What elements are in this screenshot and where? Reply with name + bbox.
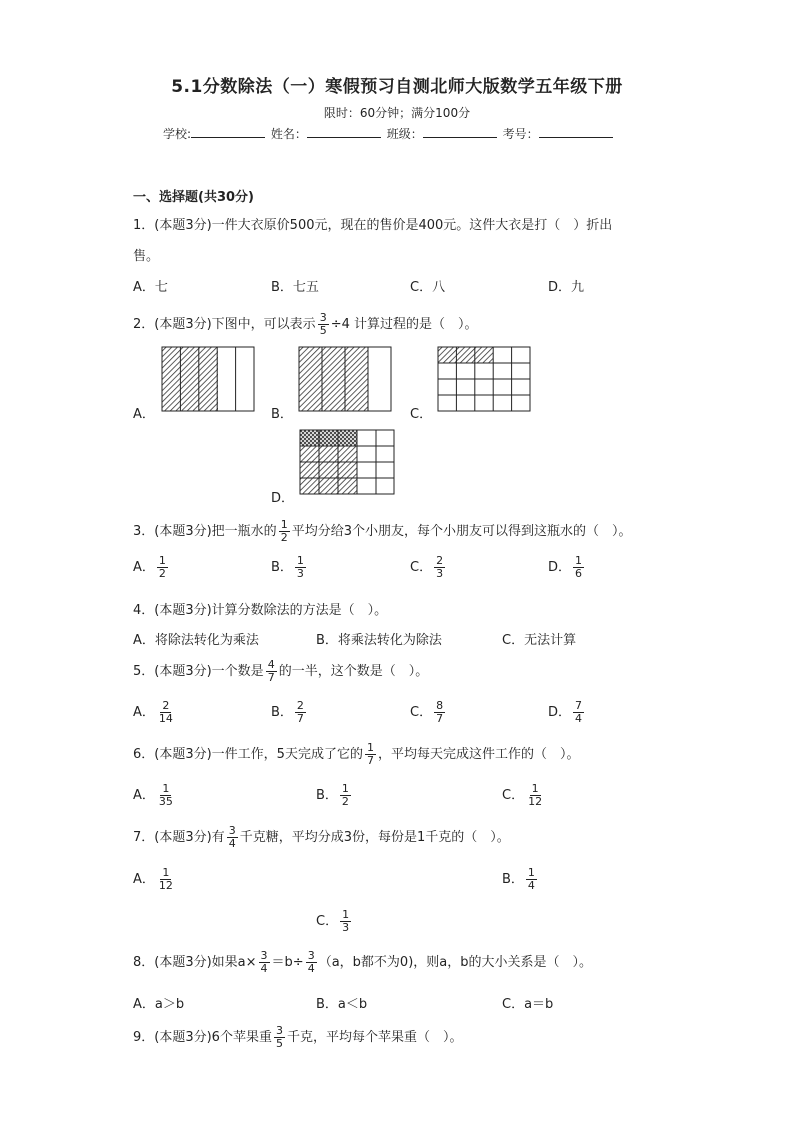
q2-option-b: B． [271, 407, 293, 422]
q1-option-c: C．八 [410, 280, 446, 295]
q7-option-b: B． $\frac{1}{4}$ [502, 866, 535, 892]
q6-option-c: C． $\frac{1}{12}$ [502, 782, 543, 808]
q2-text-post: ÷4 计算过程的是（ ）。 [330, 317, 478, 332]
name-blank [307, 126, 381, 138]
q5-option-d: D． $\frac{7}{4}$ [548, 699, 583, 725]
question-7: 7．(本题3分)有 $\frac{3}{4}$ 千克糖，平均分成3份，每份是1千克的（ ）。 [133, 824, 510, 850]
question-5: 5．(本题3分)一个数是 $\frac{4}{7}$ 的一半，这个数是（ ）。 [133, 658, 429, 684]
q6-option-a: A． $\frac{1}{35}$ [133, 782, 173, 808]
q4-option-c: C．无法计算 [502, 633, 577, 648]
q2-figure-b [298, 346, 392, 412]
q3-text-pre: 3．(本题3分)把一瓶水的 [133, 524, 277, 539]
q7-option-a: A． $\frac{1}{12}$ [133, 866, 173, 892]
q3-fraction [279, 519, 290, 544]
q2-text-pre: 2．(本题3分)下图中，可以表示 [133, 317, 316, 332]
exam-number-label: 考号： [502, 127, 539, 141]
q2-numerator: 3 [319, 311, 327, 324]
question-4: 4．(本题3分)计算分数除法的方法是（ ）。 [133, 603, 388, 618]
name-label: 姓名： [270, 127, 307, 141]
q2-option-d: D． [271, 491, 295, 506]
q3-text-post: 平均分给3个小朋友，每个小朋友可以得到这瓶水的（ ）。 [291, 524, 632, 539]
q7-option-c: C． $\frac{1}{3}$ [316, 908, 350, 934]
q5-option-c: C． $\frac{8}{7}$ [410, 699, 444, 725]
question-2 [133, 312, 477, 337]
q1-option-b: B．七五 [271, 280, 319, 295]
school-label: 学校: [163, 127, 192, 141]
question-3 [133, 519, 631, 544]
q2-figure-d [299, 429, 395, 495]
q2-figure-c [437, 346, 531, 412]
exam-subtitle: 限时：60分钟；满分100分 [323, 106, 471, 120]
q2-figure-a [161, 346, 255, 412]
q6-option-b: B． $\frac{1}{2}$ [316, 782, 349, 808]
q1-option-d: D．九 [548, 280, 585, 295]
student-info-line [163, 125, 615, 142]
q8-option-a: A．a＞b [133, 997, 185, 1012]
q5-option-b: B． $\frac{2}{7}$ [271, 699, 304, 725]
page-title: 5.1分数除法（一）寒假预习自测北师大版数学五年级下册 [171, 77, 623, 97]
q8-option-b: B．a＜b [316, 997, 368, 1012]
q5-option-a: A． $\frac{2}{14}$ [133, 699, 173, 725]
q2-fraction [318, 312, 329, 337]
q4-option-a: A．将除法转化为乘法 [133, 633, 259, 648]
q2-option-a: A． [133, 407, 155, 422]
class-label: 班级： [386, 127, 423, 141]
q3-denominator: 2 [280, 531, 288, 544]
section-heading: 一、选择题(共30分) [133, 190, 254, 205]
q3-option-d: D． $\frac{1}{6}$ [548, 554, 583, 580]
question-6: 6．(本题3分)一件工作，5天完成了它的 $\frac{1}{7}$ ，平均每天完成这件工作的（ ）。 [133, 741, 580, 767]
q2-denominator: 5 [319, 324, 327, 337]
q3-numerator: 1 [280, 518, 288, 531]
q8-option-c: C．a＝b [502, 997, 554, 1012]
school-blank [191, 126, 265, 138]
question-9: 9．(本题3分)6个苹果重 $\frac{3}{5}$ 千克，平均每个苹果重（ ）。 [133, 1024, 463, 1050]
q3-option-b: B． $\frac{1}{3}$ [271, 554, 304, 580]
q3-option-a: A． $\frac{1}{2}$ [133, 554, 166, 580]
question-8: 8．(本题3分)如果a× $\frac{3}{4}$ ＝b÷ $\frac{3}{4}$ （a，b都不为0)，则a，b的大小关系是（ ）。 [133, 949, 592, 975]
exam-number-blank [539, 126, 613, 138]
question-1: 1．(本题3分)一件大衣原价500元，现在的售价是400元。这件大衣是打（ ）折出 [133, 218, 613, 233]
class-blank [423, 126, 497, 138]
q2-option-c: C． [410, 407, 433, 422]
q4-option-b: B．将乘法转化为除法 [316, 633, 442, 648]
question-1-cont: 售。 [133, 249, 160, 264]
q1-option-a: A．七 [133, 280, 168, 295]
q3-option-c: C． $\frac{2}{3}$ [410, 554, 444, 580]
